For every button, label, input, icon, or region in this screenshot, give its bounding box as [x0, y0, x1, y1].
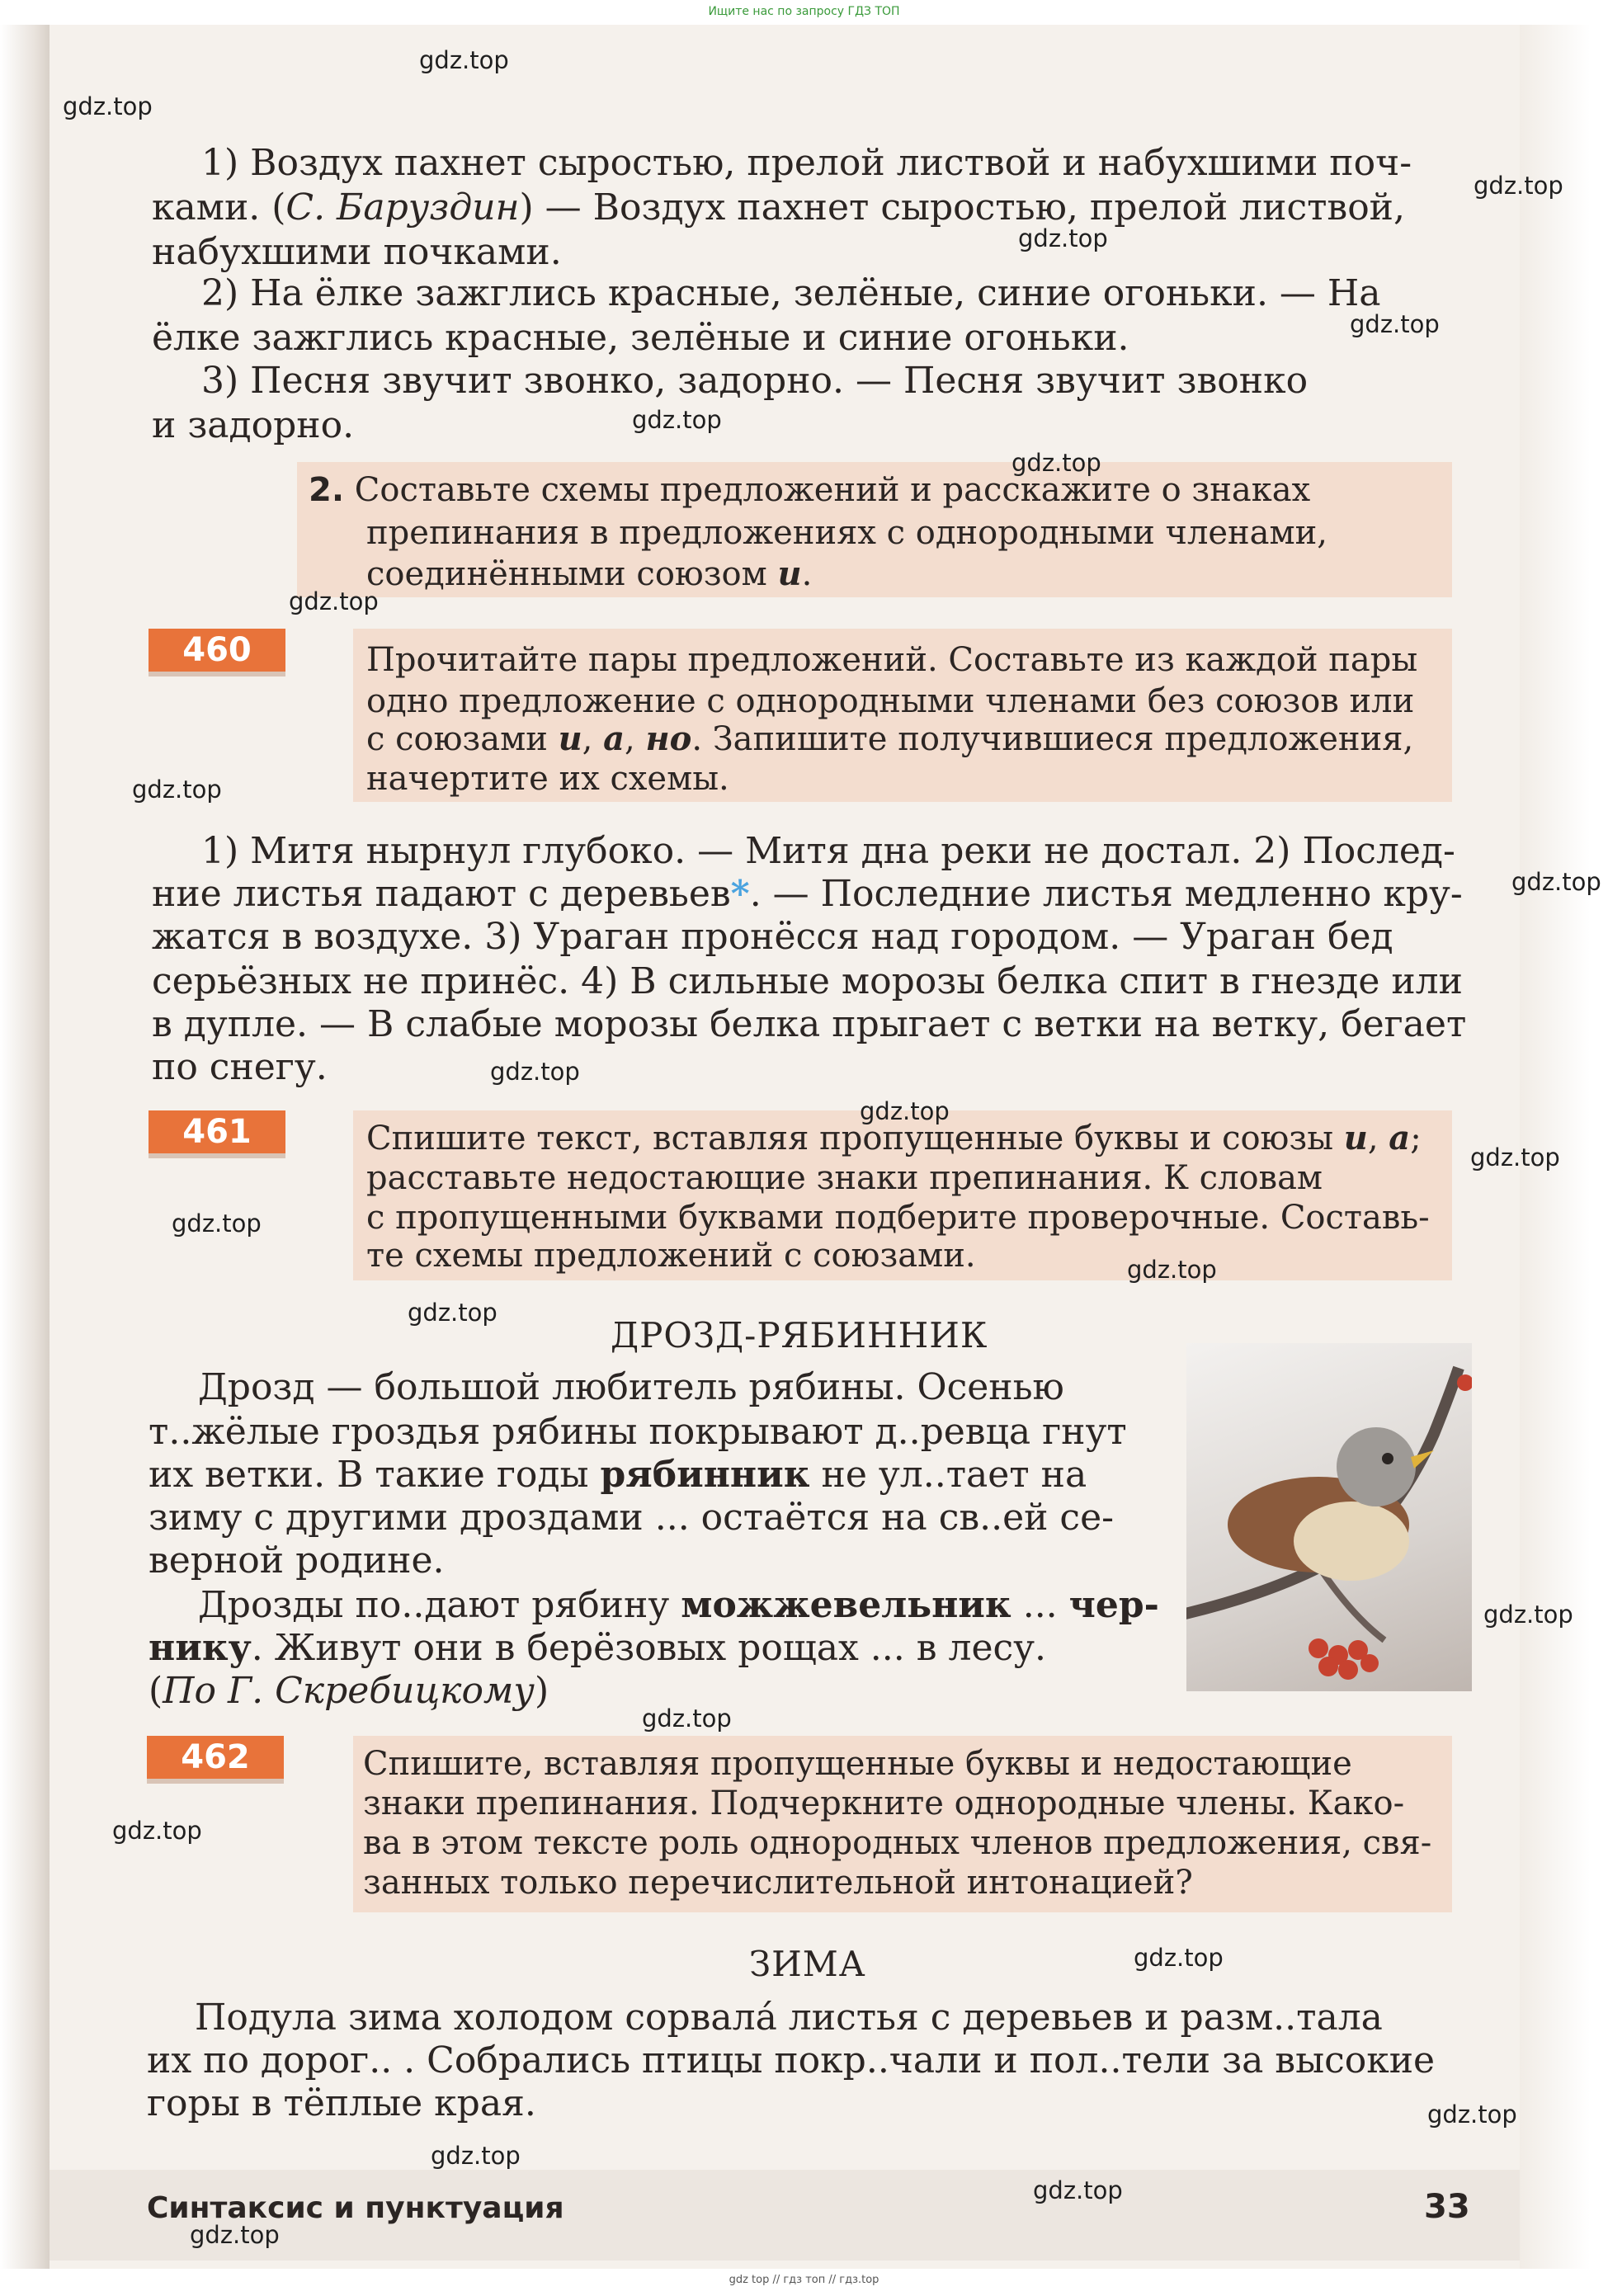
ex460-text-line: ние листья падают с деревьев*. — Последние листья медленно кру- — [152, 873, 1463, 915]
ex461-task-line: с пропущенными буквами подберите проверочные. Составь- — [366, 1199, 1430, 1237]
ex460-task-line: одно предложение с однородными членами без союзов или — [366, 682, 1415, 720]
text-title: ЗИМА — [749, 1944, 866, 1984]
ex462-text-line: Подула зима холодом сорвала́ листья с деревьев и разм..тала — [195, 1997, 1383, 2039]
block1-line: 1) Воздух пахнет сыростью, прелой листвой и набухшими поч- — [201, 142, 1412, 184]
ex460-task-line: начертите их схемы. — [366, 760, 729, 798]
ex460-text-line: серьёзных не принёс. 4) В сильные морозы белка спит в гнезде или — [152, 960, 1463, 1002]
task2-line: соединёнными союзом и. — [366, 554, 813, 593]
ex462-task-line: знаки препинания. Подчеркните однородные члены. Како- — [363, 1784, 1405, 1822]
watermark: gdz.top — [1470, 1143, 1560, 1172]
ex461-task-line: расставьте недостающие знаки препинания. К словам — [366, 1159, 1323, 1197]
ex462-text-line: их по дорог.. . Собрались птицы покр..чали и пол..тели за высокие — [147, 2039, 1436, 2081]
watermark: gdz.top — [1127, 1256, 1217, 1284]
fieldfare-bird-photo — [1186, 1343, 1472, 1691]
watermark: gdz.top — [112, 1817, 202, 1845]
ex461-text-line: Дрозды по..дают рябину можжевельник ... чер- — [198, 1584, 1159, 1626]
ex460-task-line: Прочитайте пары предложений. Составьте из каждой пары — [366, 641, 1418, 679]
task2-number: 2. — [309, 471, 345, 509]
footer-links: gdz top // гдз топ // гдз.top — [729, 2274, 879, 2286]
task2-line: 2. Составьте схемы предложений и расскажите о знаках — [309, 471, 1311, 509]
watermark: gdz.top — [172, 1209, 262, 1238]
watermark: gdz.top — [1511, 868, 1601, 896]
watermark: gdz.top — [1350, 310, 1440, 338]
watermark: gdz.top — [860, 1097, 950, 1125]
watermark: gdz.top — [1474, 172, 1563, 200]
ex462-task-line: ва в этом тексте роль однородных членов предложения, свя- — [363, 1824, 1432, 1862]
exercise-number-badge: 461 — [149, 1110, 285, 1153]
watermark: gdz.top — [419, 46, 509, 74]
watermark: gdz.top — [431, 2142, 521, 2170]
page-number: 33 — [1424, 2188, 1470, 2226]
watermark: gdz.top — [1427, 2100, 1517, 2129]
ex460-text-line: жатся в воздухе. 3) Ураган пронёсся над городом. — Ураган бед — [152, 916, 1393, 958]
watermark: gdz.top — [63, 92, 153, 120]
watermark: gdz.top — [1011, 449, 1101, 477]
header-note: Ищите нас по запросу ГДЗ ТОП — [708, 5, 900, 18]
watermark: gdz.top — [1134, 1944, 1224, 1972]
ex462-task-line: Спишите, вставляя пропущенные буквы и недостающие — [363, 1745, 1352, 1783]
block1-line: ёлке зажглись красные, зелёные и синие огоньки. — [152, 317, 1129, 359]
watermark: gdz.top — [1033, 2176, 1123, 2204]
watermark: gdz.top — [190, 2221, 280, 2249]
exercise-number-badge: 462 — [147, 1736, 284, 1779]
block1-line: ками. (С. Баруздин) — Воздух пахнет сыростью, прелой листвой, — [152, 186, 1405, 229]
exercise-number-badge: 460 — [149, 629, 285, 672]
ex461-text-line: верной родине. — [149, 1539, 445, 1582]
section-name: Синтаксис и пунктуация — [147, 2191, 564, 2225]
ex461-task-line: Спишите текст, вставляя пропущенные буквы и союзы и, а; — [366, 1119, 1422, 1157]
ex460-text-line: в дупле. — В слабые морозы белка прыгает с ветки на ветку, бегает — [152, 1003, 1467, 1045]
watermark: gdz.top — [132, 776, 222, 804]
ex461-text-line: зиму с другими дроздами ... остаётся на св..ей се- — [149, 1497, 1114, 1539]
task2-line: препинания в предложениях с однородными членами, — [366, 514, 1328, 552]
page-spine — [0, 25, 50, 2269]
block1-line: набухшими почками. — [152, 231, 562, 273]
footnote-star-icon: * — [730, 873, 750, 915]
block1-line: и задорно. — [152, 404, 355, 446]
ex460-task-line: с союзами и, а, но. Запишите получившиеся предложения, — [366, 719, 1414, 758]
ex462-task-line: занных только перечислительной интонацией? — [363, 1864, 1193, 1902]
block1-line: 2) На ёлке зажглись красные, зелёные, синие огоньки. — На — [201, 272, 1381, 314]
watermark: gdz.top — [642, 1704, 732, 1733]
ex462-text-line: горы в тёплые края. — [147, 2082, 536, 2124]
watermark: gdz.top — [289, 587, 379, 615]
watermark: gdz.top — [1483, 1601, 1573, 1629]
ex461-task-line: те схемы предложений с союзами. — [366, 1237, 976, 1275]
watermark: gdz.top — [1018, 224, 1108, 252]
ex461-text-line: Дрозд — большой любитель рябины. Осенью — [198, 1366, 1064, 1408]
ex461-text-line: нику. Живут они в берёзовых рощах ... в лесу. — [149, 1627, 1047, 1669]
text-title: ДРОЗД-РЯБИННИК — [611, 1315, 988, 1355]
ex460-text-line: по снегу. — [152, 1046, 328, 1088]
ex461-text-line: их ветки. В такие годы рябинник не ул..тает на — [149, 1454, 1087, 1496]
block1-line: 3) Песня звучит звонко, задорно. — Песня звучит звонко — [201, 360, 1309, 402]
ex461-text-line: т..жёлые гроздья рябины покрывают д..ревца гнут — [149, 1411, 1127, 1453]
watermark: gdz.top — [632, 406, 722, 434]
ex460-text-line: 1) Митя нырнул глубоко. — Митя дна реки не достал. 2) Послед- — [201, 830, 1455, 872]
watermark: gdz.top — [408, 1299, 497, 1327]
watermark: gdz.top — [490, 1058, 580, 1086]
ex461-author: (По Г. Скребицкому) — [149, 1670, 549, 1712]
